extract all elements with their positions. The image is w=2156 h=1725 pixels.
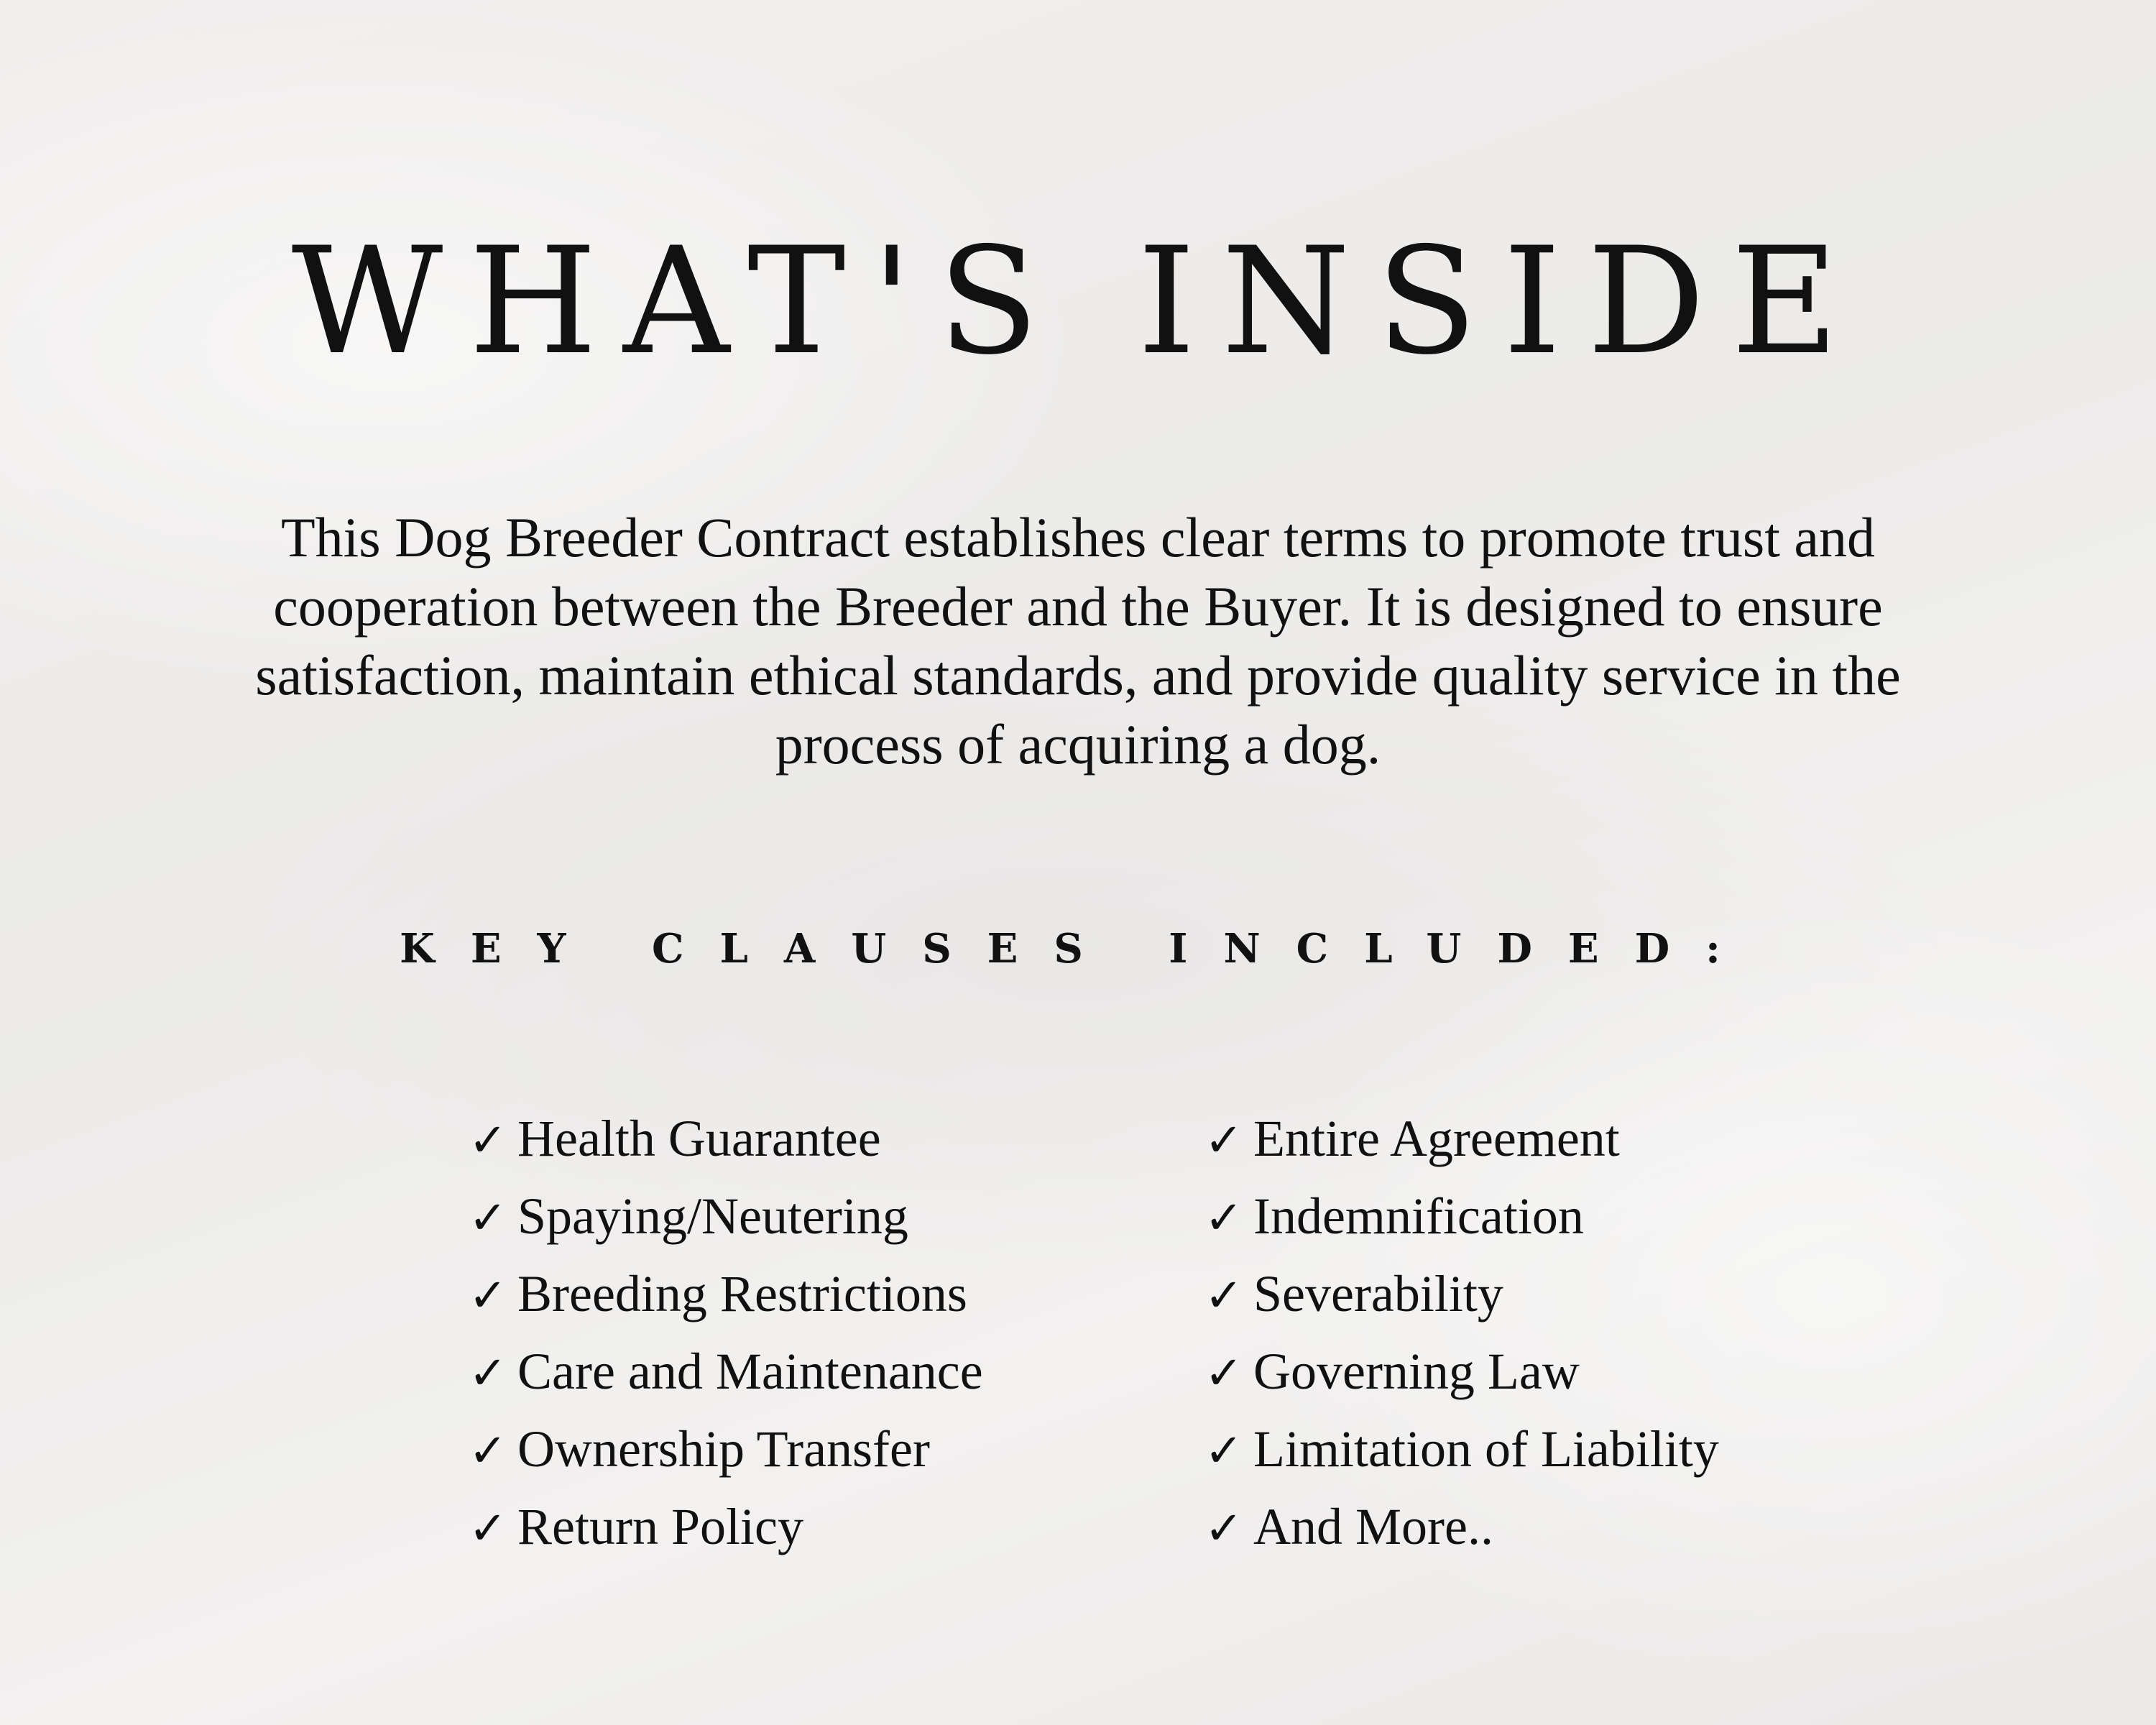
clause-item [469,1100,983,1177]
clause-label: Breeding Restrictions [517,1265,967,1322]
clause-label: Indemnification [1253,1187,1584,1245]
check-icon: ✓ [1204,1425,1243,1478]
clause-item [469,1177,983,1255]
clause-item [1204,1177,1719,1255]
clause-label: Return Policy [517,1498,803,1555]
clause-label: Spaying/Neutering [517,1187,908,1245]
clause-label: Governing Law [1253,1343,1580,1400]
key-clauses-heading: KEY CLAUSES INCLUDED: [400,925,1756,972]
check-icon: ✓ [469,1425,507,1478]
clause-item [469,1410,983,1488]
clause-item [469,1488,983,1565]
check-icon: ✓ [1204,1192,1243,1245]
clauses-list-left [469,1100,983,1565]
page-title: WHAT'S INSIDE [291,216,1865,387]
check-icon: ✓ [469,1269,507,1322]
clause-item [1204,1333,1719,1410]
clause-label: Health Guarantee [517,1110,881,1167]
check-icon: ✓ [469,1192,507,1245]
clause-item [469,1333,983,1410]
clause-label: Severability [1253,1265,1503,1322]
check-icon: ✓ [1204,1114,1243,1167]
intro-paragraph: This Dog Breeder Contract establishes clear terms to promote trust and cooperation between the Breeder and the Buyer. It is designed to ensure satisfaction, maintain ethical standards, and provide quality service in the process of acquiring a dog. [255,506,1901,776]
check-icon: ✓ [1204,1347,1243,1400]
clause-item [1204,1100,1719,1177]
check-icon: ✓ [469,1502,507,1555]
check-icon: ✓ [469,1114,507,1167]
clause-label: Entire Agreement [1253,1110,1620,1167]
clause-item [469,1255,983,1333]
clause-label: And More.. [1253,1498,1493,1555]
clause-label: Care and Maintenance [517,1343,983,1400]
clause-label: Limitation of Liability [1253,1420,1719,1478]
clause-label: Ownership Transfer [517,1420,930,1478]
clause-item [1204,1488,1719,1565]
check-icon: ✓ [1204,1502,1243,1555]
clauses-list-right [1204,1100,1719,1565]
clause-item [1204,1410,1719,1488]
check-icon: ✓ [1204,1269,1243,1322]
clause-item [1204,1255,1719,1333]
check-icon: ✓ [469,1347,507,1400]
